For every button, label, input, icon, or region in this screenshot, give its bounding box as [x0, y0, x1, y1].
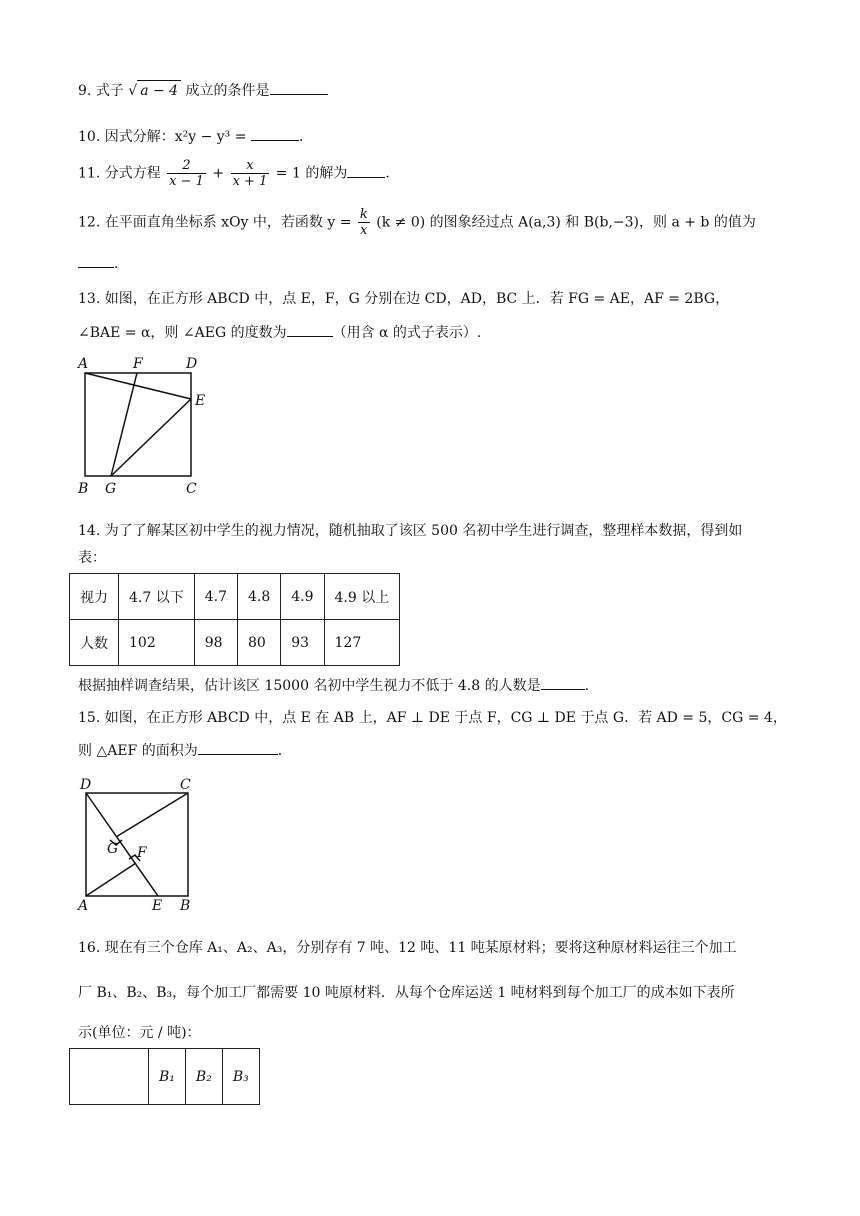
label-g: G	[107, 841, 119, 857]
question-number: 15.	[78, 710, 101, 726]
question-15	[78, 708, 787, 728]
question-text: 成立的条件是	[185, 83, 270, 99]
fraction-2: $\frac{x}{x + 1}$	[232, 158, 268, 189]
question-text: 因式分解：x²y − y³ =	[104, 129, 247, 145]
label-f: F	[133, 356, 143, 372]
question-text: 如图，在正方形 ABCD 中，点 E 在 AB 上，AF ⊥ DE 于点 F，CG ⊥ DE 于点 G．若 AD = 5，CG = 4，	[104, 710, 787, 726]
segment-af	[86, 863, 136, 896]
question-10	[78, 126, 303, 147]
answer-blank	[287, 322, 333, 337]
label-d: D	[80, 777, 92, 793]
table-cell: 80	[237, 620, 280, 666]
table-cell: B₂	[185, 1049, 222, 1105]
segment-cg	[116, 793, 188, 837]
label-e: E	[152, 898, 163, 914]
label-d: D	[186, 356, 198, 372]
label-c: C	[186, 481, 197, 497]
question-number: 11.	[78, 165, 101, 182]
question-number: 9.	[78, 83, 92, 99]
table-cell: 视力	[70, 574, 119, 620]
question-number: 13.	[78, 291, 101, 307]
question-text: 示(单位：元 / 吨)：	[78, 1025, 201, 1041]
label-g: G	[105, 481, 117, 497]
answer-blank	[198, 740, 278, 755]
question-9: 9. 式子 √ a − 4 成立的条件是	[78, 80, 328, 101]
question-text: （用含 α 的式子表示）.	[332, 325, 482, 341]
question-15-line2	[78, 740, 282, 761]
table-cell: 102	[119, 620, 195, 666]
period: .	[114, 256, 119, 272]
table-cell: 4.7	[194, 574, 237, 620]
question-number: 14.	[78, 523, 101, 539]
question-text: 式子	[95, 83, 124, 99]
answer-blank	[270, 80, 328, 95]
label-c: C	[180, 777, 191, 793]
question-text: 根据抽样调查结果，估计该区 15000 名初中学生视力不低于 4.8 的人数是	[78, 678, 541, 694]
question-13-line2	[78, 322, 481, 343]
table-cell: 127	[324, 620, 400, 666]
segment-ae	[85, 373, 191, 399]
question-number: 12.	[78, 214, 101, 231]
vision-table	[69, 573, 400, 666]
segment-eg	[111, 399, 191, 476]
table-cell: 98	[194, 620, 237, 666]
question-text: 如图，在正方形 ABCD 中，点 E，F，G 分别在边 CD，AD，BC 上．若 FG = AE，AF = 2BG，	[104, 291, 730, 307]
table-cell: 4.8	[237, 574, 280, 620]
question-11	[78, 158, 390, 189]
square-abcd	[85, 373, 191, 476]
table-row	[70, 620, 400, 666]
segment-fg	[111, 373, 137, 476]
table-cell	[70, 1049, 149, 1105]
question-text: 分式方程	[104, 165, 161, 182]
question-text: 现在有三个仓库 A₁、A₂、A₃，分别存有 7 吨、12 吨、11 吨某原材料；要将这种原材料运往三个加工	[104, 940, 737, 956]
table-cell: B₁	[149, 1049, 186, 1105]
question-14-line2	[78, 548, 106, 568]
radicand: a − 4	[137, 80, 181, 101]
question-number: 16.	[78, 940, 101, 956]
answer-blank	[78, 253, 114, 268]
question-13	[78, 289, 729, 309]
answer-blank	[251, 126, 299, 141]
period: .	[584, 678, 590, 694]
label-a: A	[78, 356, 89, 372]
label-f: F	[137, 845, 147, 861]
question-14-after	[78, 675, 589, 696]
table-cell: 93	[281, 620, 324, 666]
question-14	[78, 521, 742, 541]
table-cell: 人数	[70, 620, 119, 666]
square-figure-q15	[74, 775, 204, 915]
table-cell: 4.9 以上	[324, 574, 400, 620]
table-cell: 4.7 以下	[119, 574, 195, 620]
label-b: B	[180, 898, 191, 914]
question-text: 则 △AEF 的面积为	[78, 743, 198, 759]
period: .	[385, 165, 390, 182]
fraction-k-over-x: $\frac{k}{x}$	[359, 207, 368, 238]
square-figure-q13	[74, 350, 214, 500]
question-16-line2	[78, 983, 735, 1003]
question-text: = 1 的解为	[275, 165, 348, 182]
question-text: 为了了解某区初中学生的视力情况，随机抽取了该区 500 名初中学生进行调查，整理样本数据，得到如	[104, 523, 743, 539]
question-text: 表：	[78, 550, 106, 566]
question-text: ∠BAE = α，则 ∠AEG 的度数为	[78, 325, 287, 341]
question-12	[78, 207, 756, 238]
label-a: A	[78, 898, 89, 914]
answer-blank	[541, 675, 585, 690]
segment-de	[86, 793, 158, 896]
question-16-line3	[78, 1023, 201, 1043]
question-text: (k ≠ 0) 的图象经过点 A(a,3) 和 B(b,−3)，则 a + b 的值为	[376, 214, 756, 231]
period: .	[277, 743, 283, 759]
label-b: B	[78, 481, 89, 497]
question-text: 厂 B₁、B₂、B₃，每个加工厂都需要 10 吨原材料．从每个仓库运送 1 吨材料到每个加工厂的成本如下表所	[78, 985, 735, 1001]
fraction-1: $\frac{2}{x - 1}$	[169, 158, 204, 189]
table-row	[70, 574, 400, 620]
period: .	[298, 129, 304, 145]
table-cell: B₃	[222, 1049, 259, 1105]
question-number: 10.	[78, 129, 101, 145]
answer-blank	[347, 163, 385, 178]
plus-sign: +	[212, 165, 225, 182]
question-16	[78, 938, 737, 958]
label-e: E	[195, 393, 206, 409]
table-row	[70, 1049, 260, 1105]
cost-table	[69, 1048, 260, 1105]
table-cell: 4.9	[281, 574, 324, 620]
question-text: 在平面直角坐标系 xOy 中，若函数 y =	[104, 214, 352, 231]
question-12-blank-line	[78, 253, 118, 274]
